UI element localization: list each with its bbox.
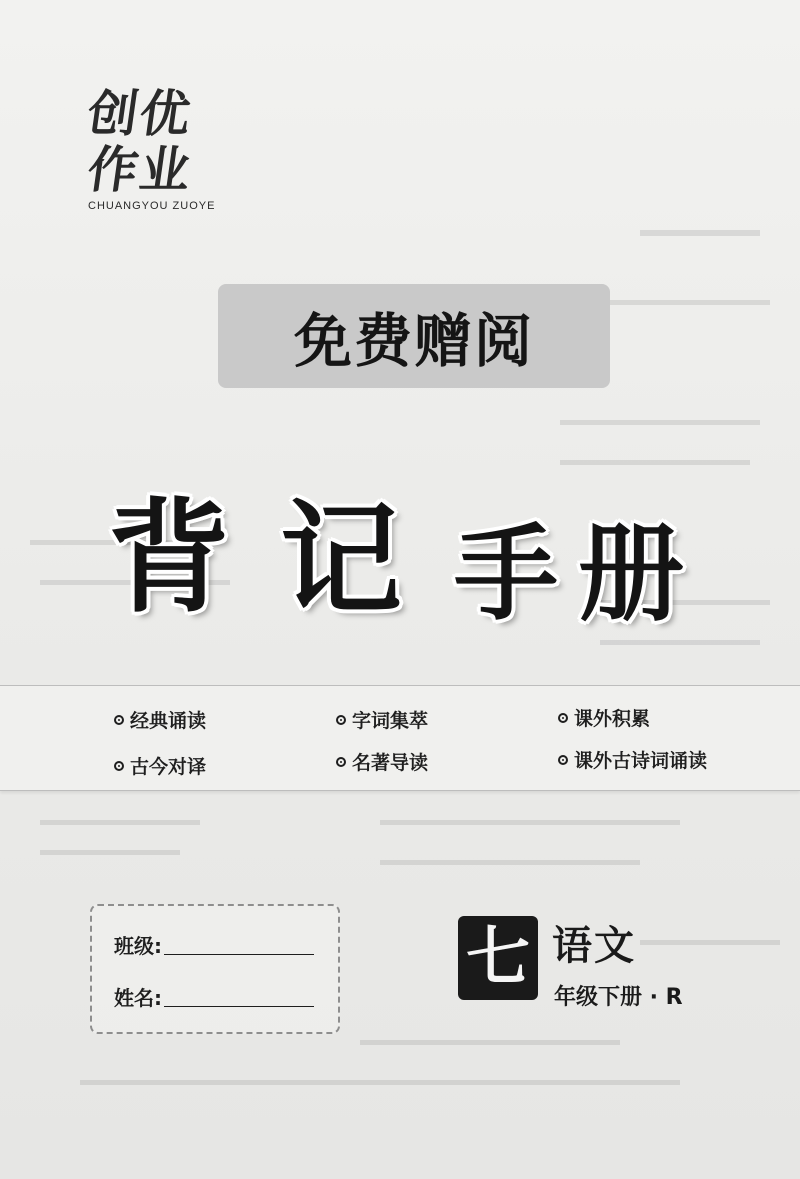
volume-label: 年级下册 · R bbox=[554, 985, 683, 1010]
feature-label: 课外古诗词诵读 bbox=[574, 750, 708, 772]
circle-dot-icon bbox=[114, 715, 124, 725]
subject-label: 语文 bbox=[552, 923, 636, 969]
banner-label: 免费赠阅 bbox=[293, 307, 534, 375]
logo-line-1: 创优 bbox=[83, 85, 197, 143]
logo-romanized: CHUANGYOU ZUOYE bbox=[88, 200, 216, 212]
feature-label: 经典诵读 bbox=[130, 710, 207, 732]
feature-item bbox=[558, 704, 650, 731]
name-blank-line[interactable] bbox=[164, 1006, 314, 1007]
class-field[interactable] bbox=[114, 930, 314, 959]
logo-line-2: 作业 bbox=[83, 141, 197, 199]
grade-badge bbox=[458, 916, 538, 1000]
name-field[interactable] bbox=[114, 982, 314, 1011]
grade-number: 七 bbox=[466, 921, 530, 995]
class-blank-line[interactable] bbox=[164, 954, 314, 955]
circle-dot-icon bbox=[336, 757, 346, 767]
circle-dot-icon bbox=[558, 755, 568, 765]
title-char-4: 册 bbox=[578, 513, 684, 636]
feature-item bbox=[336, 706, 428, 733]
circle-dot-icon bbox=[558, 713, 568, 723]
title-char-3: 手 bbox=[454, 513, 559, 635]
feature-label: 名著导读 bbox=[352, 752, 429, 774]
feature-label: 古今对译 bbox=[130, 756, 207, 778]
feature-item bbox=[336, 748, 428, 775]
title-char-2: 记 bbox=[280, 489, 402, 631]
circle-dot-icon bbox=[336, 715, 346, 725]
student-info-box bbox=[90, 904, 340, 1034]
free-gift-banner bbox=[218, 284, 610, 388]
feature-band bbox=[0, 685, 800, 791]
brand-logo bbox=[83, 85, 228, 212]
feature-item bbox=[114, 752, 206, 779]
circle-dot-icon bbox=[114, 761, 124, 771]
name-label: 姓名: bbox=[114, 986, 162, 1010]
class-label: 班级: bbox=[114, 934, 162, 958]
book-title bbox=[108, 460, 698, 636]
feature-label: 字词集萃 bbox=[352, 710, 429, 732]
feature-label: 课外积累 bbox=[574, 708, 651, 730]
title-char-1: 背 bbox=[108, 487, 230, 629]
feature-item bbox=[558, 746, 707, 773]
feature-item bbox=[114, 706, 206, 733]
